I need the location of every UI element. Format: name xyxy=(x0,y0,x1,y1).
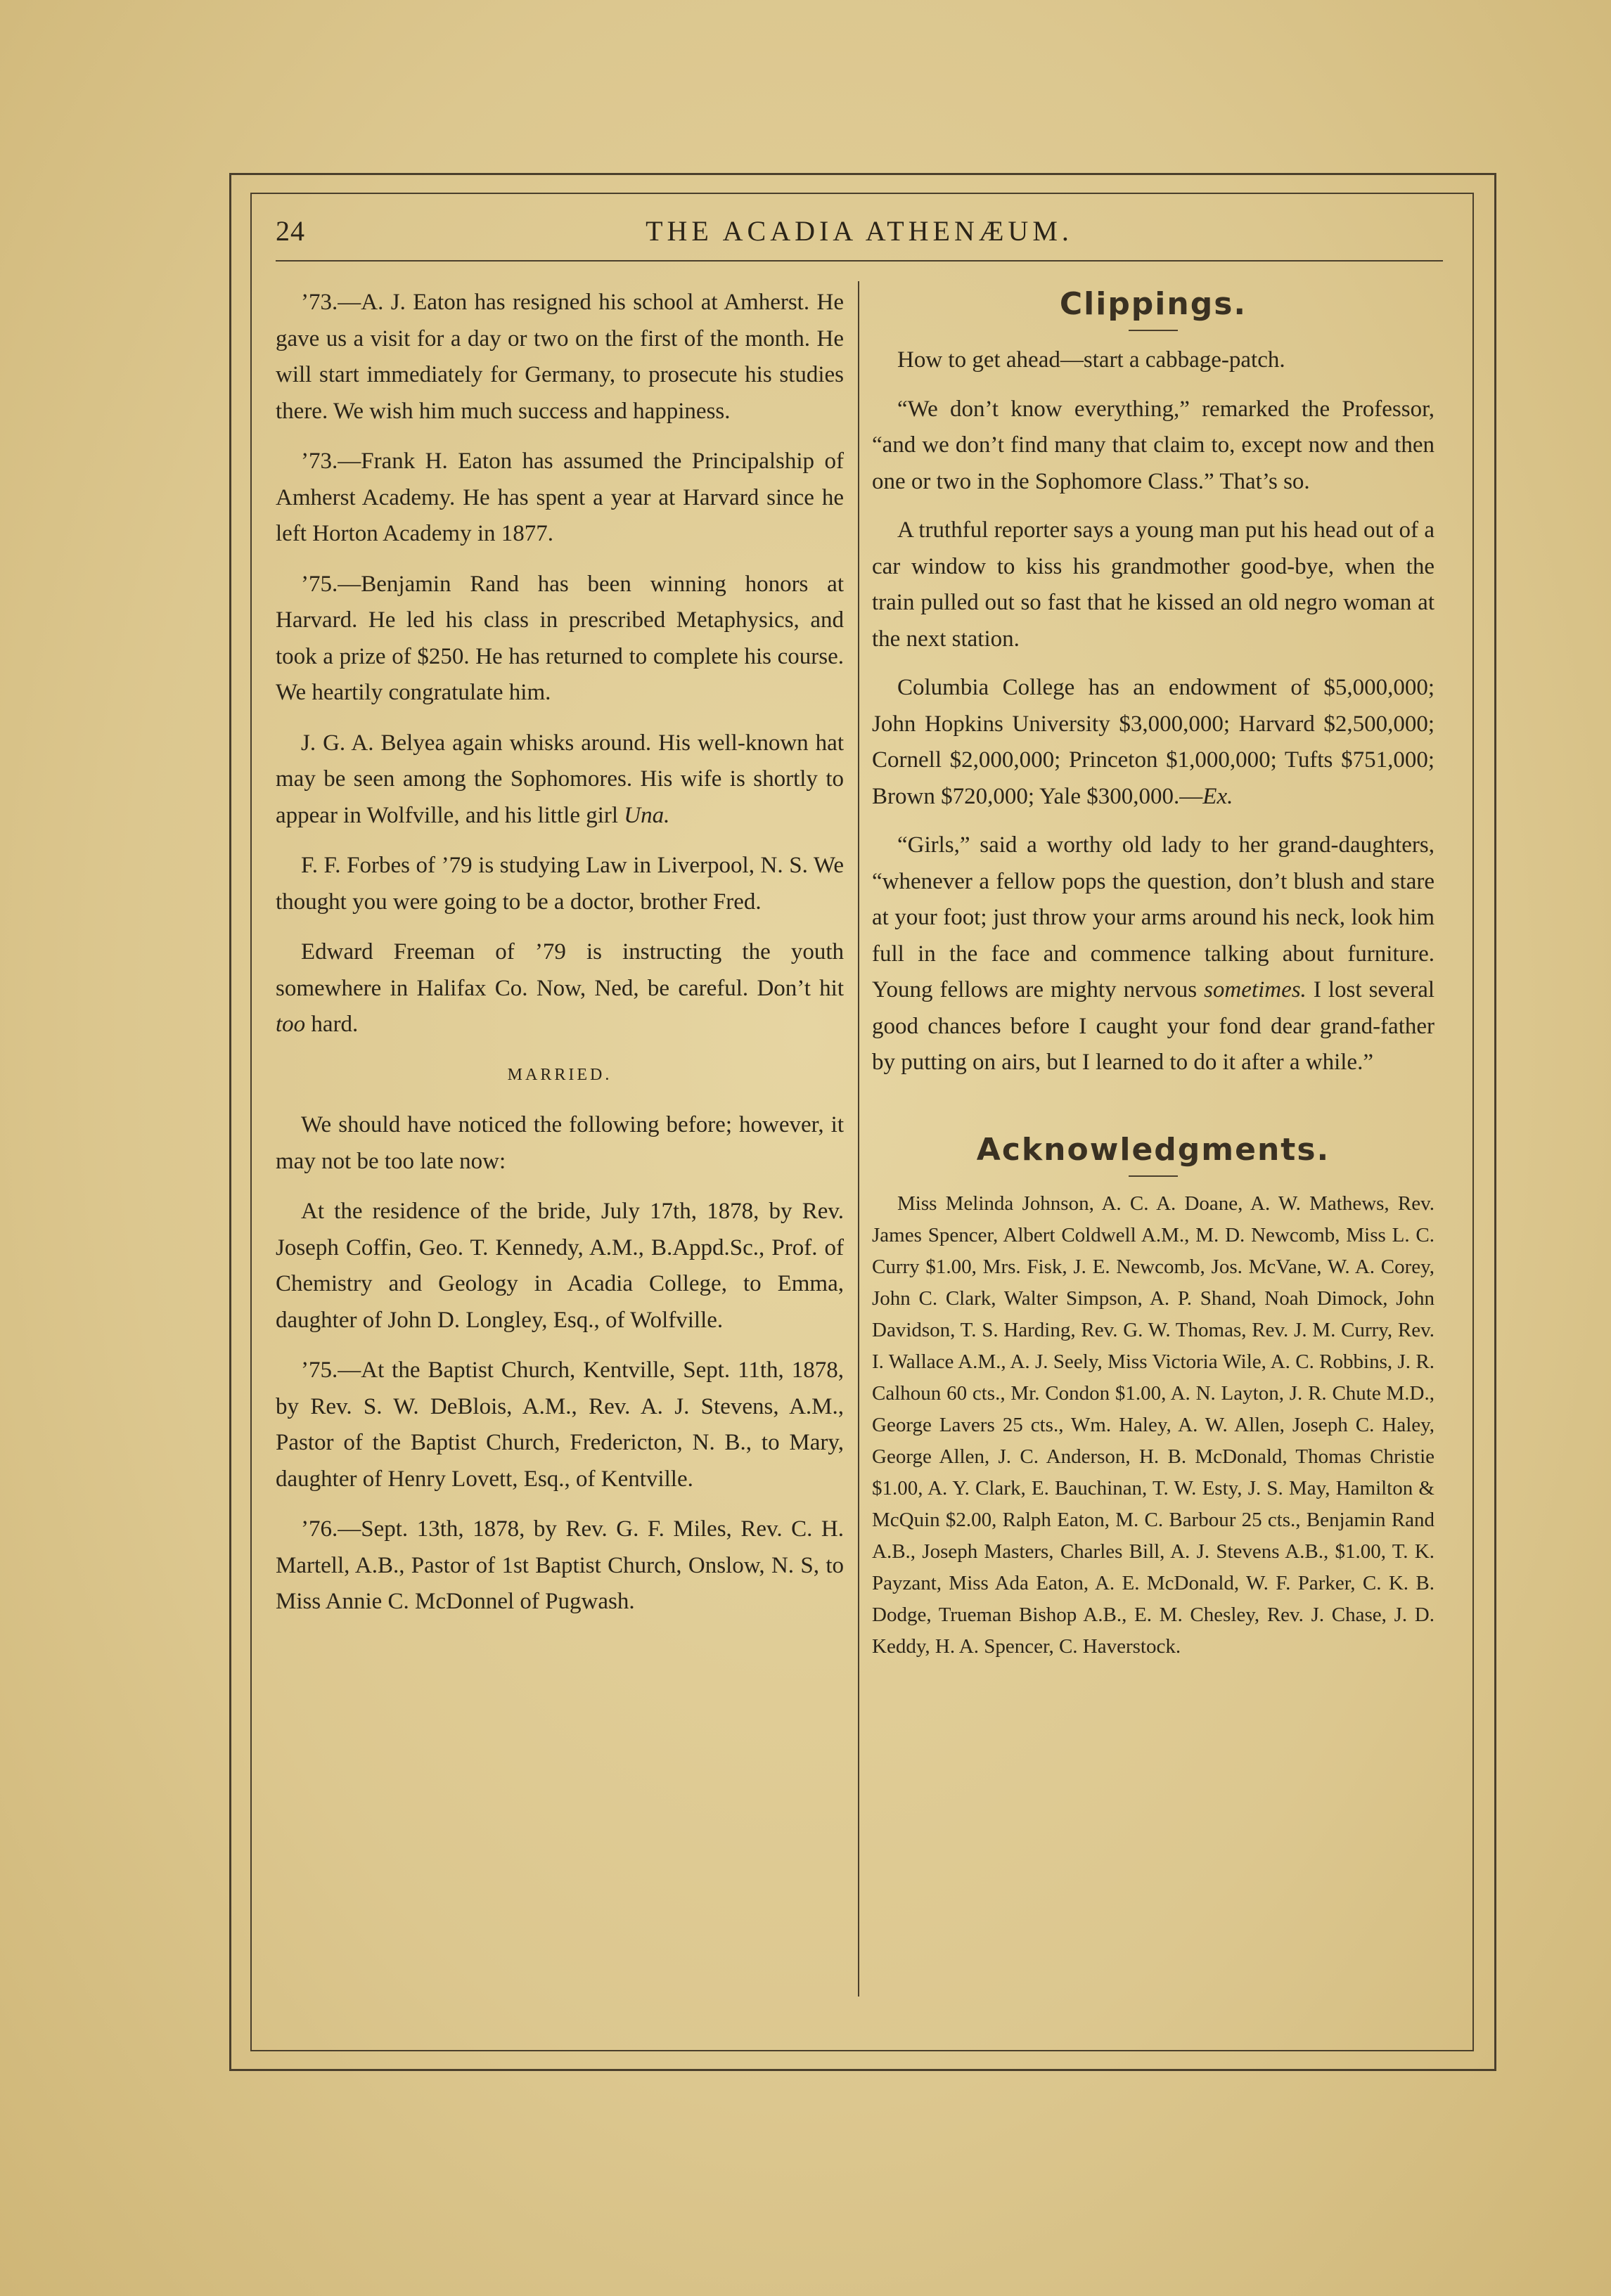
clippings-title: Clippings. xyxy=(1059,286,1247,322)
right-column xyxy=(872,285,1435,1675)
left-column xyxy=(276,285,844,1634)
item-belyea-italic: Una. xyxy=(624,802,670,828)
clipping-girls xyxy=(872,827,1435,1081)
item-freeman-italic: too xyxy=(276,1012,306,1037)
journal-title: THE ACADIA ATHENÆUM. xyxy=(646,215,1073,247)
married-kennedy: At the residence of the bride, July 17th, 1878, by Rev. Joseph Coffin, Geo. T. Kennedy, A.M., B.Appd.Sc., Prof. of Chemistry and Geology in Acadia College, to Emma, daughter of John D. Longley, Esq., of Wolfville. xyxy=(276,1199,844,1333)
married-stevens: ’75.—At the Baptist Church, Kentville, Sept. 11th, 1878, by Rev. S. W. DeBlois, A.M., Rev. A. J. Stevens, A.M., Pastor of the Baptist Church, Fredericton, N. B., to Mary, daughter of Henry Lovett, Esq., of Kentville. xyxy=(276,1357,844,1492)
item-freeman xyxy=(276,934,844,1043)
item-forbes: F. F. Forbes of ’79 is studying Law in Liverpool, N. S. We thought you were going to be a doctor, brother Fred. xyxy=(276,853,844,915)
item-belyea-text: J. G. A. Belyea again whisks around. His well-known hat may be seen among the Sophomores. His wife is shortly to appear in Wolfville, and his little girl xyxy=(276,730,844,828)
item-benjamin-rand: ’75.—Benjamin Rand has been winning honors at Harvard. He led his class in prescribed Metaphysics, and took a prize of $250. He has returned to complete his course. We heartily congratulate him. xyxy=(276,571,844,705)
clipping-girls-italic: sometimes. xyxy=(1204,977,1307,1002)
clipping-endowments-text: Columbia College has an endowment of $5,000,000; John Hopkins University $3,000,000; Harvard $2,500,000; Cornell $2,000,000; Princeton $1,000,000; Tufts $751,000; Brown $720,000; Yale $300,000.— xyxy=(872,675,1435,809)
page-number: 24 xyxy=(276,215,305,247)
acknowledgments-title: Acknowledgments. xyxy=(976,1131,1330,1168)
column-divider xyxy=(858,281,859,1997)
item-belyea xyxy=(276,725,844,834)
married-martell: ’76.—Sept. 13th, 1878, by Rev. G. F. Miles, Rev. C. H. Martell, A.B., Pastor of 1st Baptist Church, Onslow, N. S, to Miss Annie C. McDonnel of Pugwash. xyxy=(276,1516,844,1614)
clipping-cabbage: How to get ahead—start a cabbage-patch. xyxy=(897,347,1285,373)
header-rule xyxy=(276,260,1443,262)
acknowledgments-rule xyxy=(1129,1175,1178,1177)
clipping-reporter: A truthful reporter says a young man put his head out of a car window to kiss his grandmother good-bye, when the train pulled out so fast that he kissed an old negro woman at the next station. xyxy=(872,517,1435,652)
clipping-professor: “We don’t know everything,” remarked the Professor, “and we don’t find many that claim to, except now and then one or two in the Sophomore Class.” That’s so. xyxy=(872,396,1435,494)
page-header xyxy=(276,214,1443,250)
clipping-girls-text: “Girls,” said a worthy old lady to her grand-daughters, “whenever a fellow pops the question, don’t blush and stare at your foot; just throw your arms around his neck, look him full in the face and commence talking about furniture. Young fellows are mighty nervous xyxy=(872,832,1435,1002)
item-freeman-end: hard. xyxy=(311,1012,359,1037)
clippings-rule xyxy=(1129,330,1178,331)
item-eaton-resigned: ’73.—A. J. Eaton has resigned his school at Amherst. He gave us a visit for a day or two on the first of the month. He will start immediately for Germany, to prosecute his studies there. We wish him much success and happiness. xyxy=(276,290,844,424)
item-freeman-text: Edward Freeman of ’79 is instructing the youth somewhere in Halifax Co. Now, Ned, be careful. Don’t hit xyxy=(276,939,844,1001)
married-intro: We should have noticed the following before; however, it may not be too late now: xyxy=(276,1112,844,1174)
clipping-endowments xyxy=(872,670,1435,815)
married-heading: MARRIED. xyxy=(507,1065,612,1084)
item-frank-eaton: ’73.—Frank H. Eaton has assumed the Principalship of Amherst Academy. He has spent a year at Harvard since he left Horton Academy in 1877. xyxy=(276,449,844,546)
clipping-girls-end: I lost several good chances before I caught your fond dear grand-father by putting on airs, but I learned to do it after a while.” xyxy=(872,977,1435,1075)
acknowledgments-list: Miss Melinda Johnson, A. C. A. Doane, A. W. Mathews, Rev. James Spencer, Albert Coldwell A.M., M. D. Newcomb, Miss L. C. Curry $1.00, Mrs. Fisk, J. E. Newcomb, Jos. McVane, W. A. Corey, John C. Clark, Walter Simpson, A. P. Shand, Noah Dimock, John Davidson, T. S. Harding, Rev. G. W. Thomas, Rev. J. M. Curry, Rev. I. Wallace A.M., A. J. Seely, Miss Victoria Wile, A. C. Robbins, J. R. Calhoun 60 cts., Mr. Condon $1.00, A. N. Layton, J. R. Chute M.D., George Lavers 25 cts., Wm. Haley, A. W. Allen, Joseph C. Haley, George Allen, J. C. Anderson, H. B. McDonald, Thomas Christie $1.00, A. Y. Clark, E. Bauchinan, T. W. Esty, J. S. May, Hamilton & McQuin $2.00, Ralph Eaton, M. C. Barbour 25 cts., Benjamin Rand A.B., Joseph Masters, Charles Bill, A. J. Stevens A.B., $1.00, T. K. Payzant, Miss Ada Eaton, A. E. McDonald, W. F. Parker, C. K. B. Dodge, Trueman Bishop A.B., E. M. Chesley, Rev. J. Chase, J. D. Keddy, H. A. Spencer, C. Haverstock. xyxy=(872,1192,1435,1658)
clipping-endowments-source: Ex. xyxy=(1202,783,1233,809)
